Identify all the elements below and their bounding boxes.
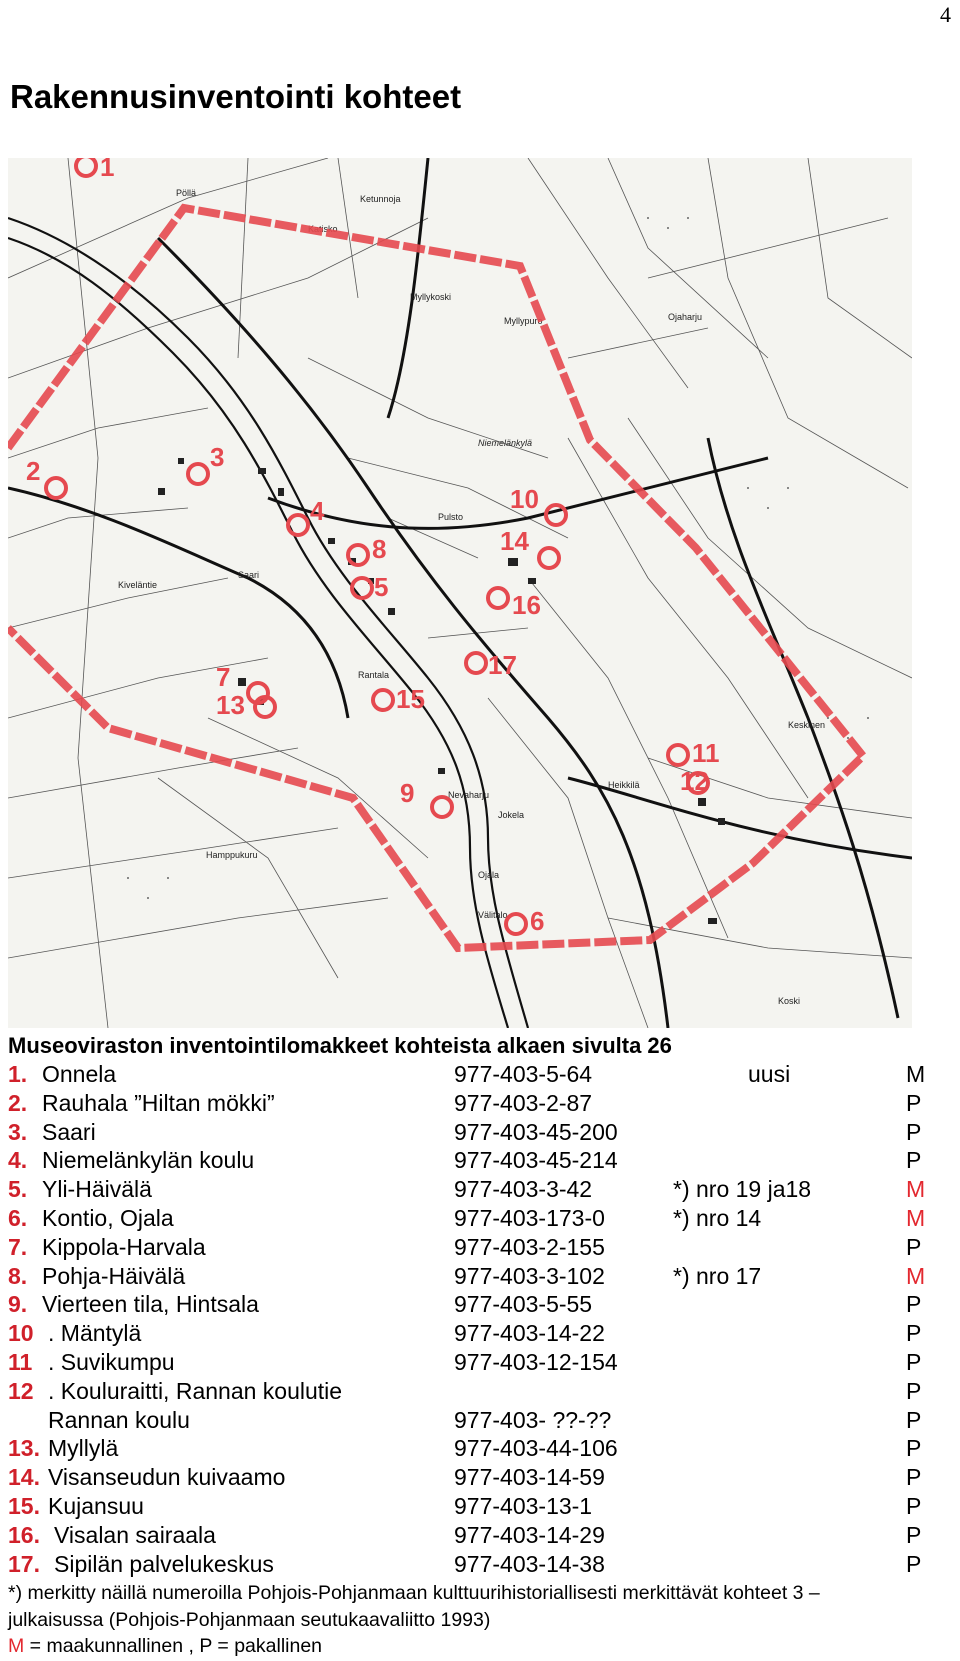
list-item: 1. Onnela 977-403-5-64 uusi M [8, 1061, 926, 1087]
svg-text:Jokela: Jokela [498, 810, 525, 820]
list-item: 9. Vierteen tila, Hintsala 977-403-5-55 P [8, 1291, 922, 1318]
svg-text:Ojala: Ojala [478, 870, 500, 880]
marker-10: 10 [510, 484, 539, 514]
svg-text:Saari: Saari [238, 570, 260, 580]
list-item: 8. Pohja-Häivälä 977-403-3-102 *) nro 17 M [8, 1262, 926, 1289]
list-item: 6. Kontio, Ojala 977-403-173-0 *) nro 14 M [8, 1204, 926, 1231]
svg-text:Ojaharju: Ojaharju [668, 312, 703, 322]
svg-text:Hamppukuru: Hamppukuru [206, 850, 258, 860]
svg-text:Katisko: Katisko [308, 224, 338, 234]
marker-16: 16 [512, 590, 541, 620]
marker-2: 2 [26, 456, 41, 486]
marker-11: 11 [692, 738, 720, 768]
svg-text:Pöllä: Pöllä [176, 188, 197, 198]
map-drawing [8, 158, 912, 1028]
marker-3: 3 [210, 442, 225, 472]
list-item: 2. Rauhala ”Hiltan mökki” 977-403-2-87 P [8, 1089, 922, 1116]
svg-text:Niemelänkylä: Niemelänkylä [478, 438, 533, 448]
legend-text: = maakunnallinen , P = pakallinen [24, 1635, 323, 1657]
svg-text:Heikkilä: Heikkilä [608, 780, 640, 790]
marker-1: 1 [100, 158, 115, 182]
list-item: 10 . Mäntylä 977-403-14-22 P [8, 1320, 922, 1347]
list-item: 14. Visanseudun kuivaamo 977-403-14-59 P [8, 1464, 922, 1491]
marker-8: 8 [372, 534, 387, 564]
list-item: 3. Saari 977-403-45-200 P [8, 1118, 922, 1145]
list-item: 15. Kujansuu 977-403-13-1 P [8, 1492, 922, 1519]
list-item: 5. Yli-Häivälä 977-403-3-42 *) nro 19 ja18 M [8, 1176, 926, 1203]
footnote-line-2: julkaisussa (Pohjois-Pohjanmaan seutukaavaliitto 1993) [8, 1609, 491, 1631]
marker-12: 12 [680, 766, 709, 796]
footnote-line-1: *) merkitty näillä numeroilla Pohjois-Pohjanmaan kulttuurihistoriallisesti merkittävät kohteet 3 – [8, 1582, 820, 1604]
field-lines [8, 158, 912, 1028]
legend-line [8, 1635, 322, 1658]
field-dots [127, 217, 869, 899]
svg-text:Ketunnoja: Ketunnoja [360, 194, 401, 204]
inventory-map [8, 158, 912, 1028]
roads [8, 158, 912, 1028]
svg-text:Välitalo: Välitalo [478, 910, 508, 920]
svg-text:Kiveläntie: Kiveläntie [118, 580, 158, 590]
list-item: 16. Visalan sairaala 977-403-14-29 P [8, 1521, 922, 1548]
page-title: Rakennusinventointi kohteet [10, 78, 462, 115]
marker-9: 9 [400, 778, 415, 808]
inventory-list [8, 1060, 926, 1578]
svg-text:Rantala: Rantala [358, 670, 390, 680]
marker-6: 6 [530, 906, 545, 936]
list-caption: Museoviraston inventointilomakkeet kohteista alkaen sivulta 26 [8, 1033, 672, 1058]
svg-text:Keskinen: Keskinen [788, 720, 826, 730]
marker-13: 13 [216, 690, 245, 720]
legend-m-letter: M [8, 1635, 25, 1657]
marker-5: 5 [374, 572, 389, 602]
list-item: 7. Kippola-Harvala 977-403-2-155 P [8, 1233, 922, 1260]
marker-17: 17 [488, 650, 517, 680]
marker-14: 14 [500, 526, 529, 556]
marker-7: 7 [216, 662, 231, 692]
svg-text:Nevaharju: Nevaharju [448, 790, 490, 800]
list-item: Rannan koulu 977-403- ??-?? P [48, 1406, 922, 1433]
svg-text:Myllypuro: Myllypuro [504, 316, 543, 326]
marker-4: 4 [310, 496, 325, 526]
marker-15: 15 [396, 684, 425, 714]
svg-text:Pulsto: Pulsto [438, 512, 464, 522]
list-item: 13. Myllylä 977-403-44-106 P [8, 1435, 922, 1462]
list-item: 4. Niemelänkylän koulu 977-403-45-214 P [8, 1147, 922, 1174]
list-item: 17. Sipilän palvelukeskus 977-403-14-38 P [8, 1550, 922, 1577]
svg-text:Koski: Koski [778, 996, 801, 1006]
svg-text:Myllykoski: Myllykoski [410, 292, 452, 302]
list-item: 12 . Kouluraitti, Rannan koulutie P [8, 1377, 922, 1404]
list-item: 11 . Suvikumpu 977-403-12-154 P [8, 1348, 922, 1375]
page-number: 4 [940, 2, 951, 27]
